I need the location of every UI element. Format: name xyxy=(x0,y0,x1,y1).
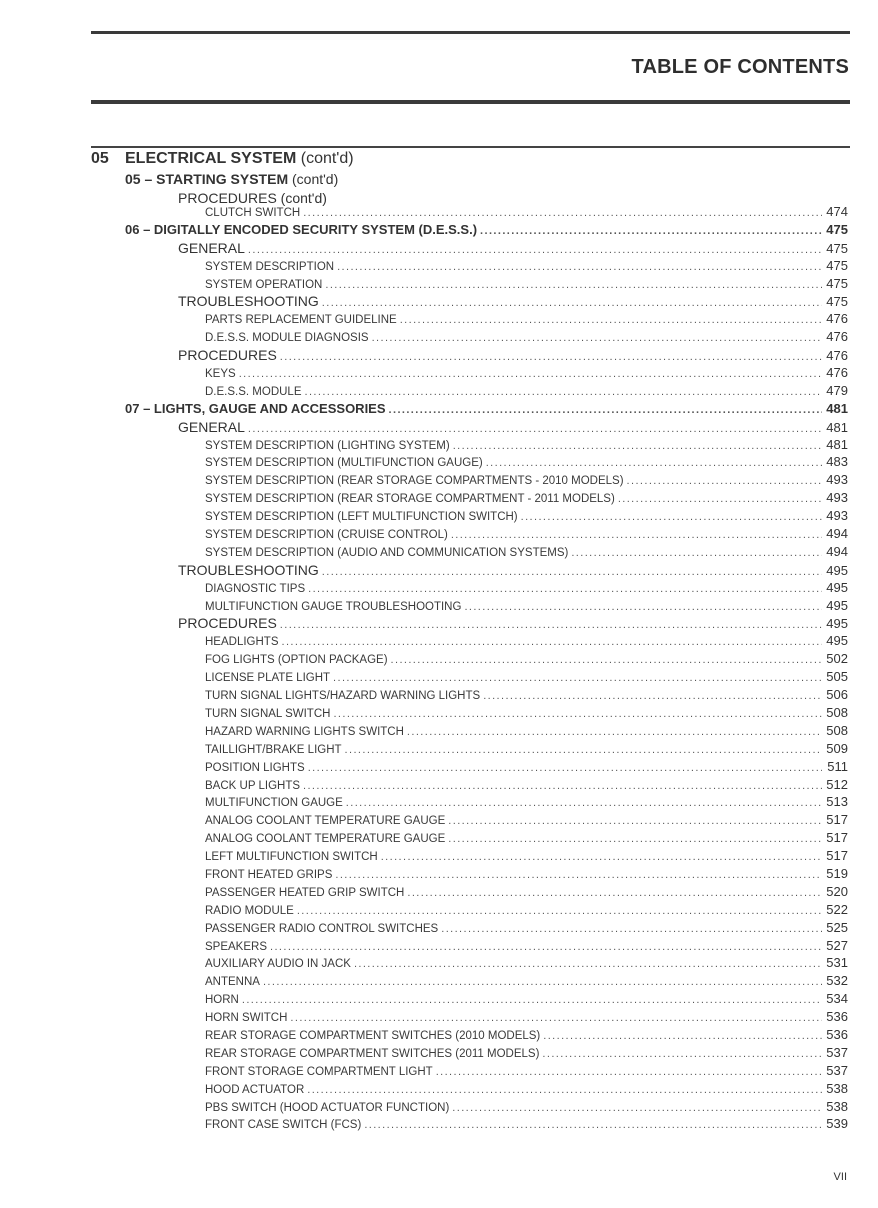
dot-leader xyxy=(331,672,822,684)
toc-entry[interactable] xyxy=(205,866,848,884)
toc-entry-label: GENERAL xyxy=(178,418,245,435)
group-title: PROCEDURES (cont'd) xyxy=(178,190,327,206)
dot-leader xyxy=(540,1048,822,1060)
toc-entry-label: FRONT HEATED GRIPS xyxy=(205,868,333,881)
dot-leader xyxy=(288,1012,822,1024)
dot-leader xyxy=(261,976,822,988)
title-rule xyxy=(91,100,850,104)
dot-leader xyxy=(306,762,822,774)
dot-leader xyxy=(389,654,822,666)
toc-entry-page: 475 xyxy=(826,257,848,273)
dot-leader xyxy=(449,529,822,541)
toc-entry[interactable] xyxy=(205,276,848,294)
dot-leader xyxy=(446,815,822,827)
dot-leader xyxy=(519,511,822,523)
toc-entry[interactable] xyxy=(205,544,848,562)
toc-entry[interactable] xyxy=(205,812,848,830)
dot-leader xyxy=(305,1084,822,1096)
toc-entry[interactable] xyxy=(205,920,848,938)
toc-entry[interactable] xyxy=(205,580,848,598)
toc-entry-label: SYSTEM DESCRIPTION (AUDIO AND COMMUNICATION SYSTEMS) xyxy=(205,546,569,559)
toc-entry[interactable] xyxy=(205,437,848,455)
dot-leader xyxy=(303,386,823,398)
section-title xyxy=(125,150,354,168)
toc-entry-page: 481 xyxy=(826,436,848,452)
toc-entry-page: 483 xyxy=(826,454,848,470)
toc-entry-page: 527 xyxy=(826,937,848,953)
toc-entry-page: 481 xyxy=(826,400,848,416)
page-number: VII xyxy=(833,1171,847,1183)
toc-entry[interactable] xyxy=(205,1045,848,1063)
dot-leader xyxy=(306,583,822,595)
toc-entry-page: 505 xyxy=(826,669,848,685)
toc-entry-label: ANALOG COOLANT TEMPERATURE GAUGE xyxy=(205,815,446,828)
toc-entry-page: 495 xyxy=(826,597,848,613)
toc-entry-page: 493 xyxy=(826,490,848,506)
dot-leader xyxy=(323,279,822,291)
dot-leader xyxy=(405,726,822,738)
toc-entry-page: 517 xyxy=(826,812,848,828)
dot-leader xyxy=(446,833,822,845)
toc-entry[interactable] xyxy=(205,705,848,723)
toc-entry-label: SYSTEM OPERATION xyxy=(205,278,323,291)
dot-leader xyxy=(278,351,822,363)
toc-entry[interactable] xyxy=(205,884,848,902)
dot-leader xyxy=(335,261,822,273)
toc-entry[interactable] xyxy=(205,258,848,276)
toc-entry-label: PROCEDURES xyxy=(178,347,277,364)
toc-entry-label: SYSTEM DESCRIPTION (MULTIFUNCTION GAUGE) xyxy=(205,457,483,470)
toc-entry-page: 476 xyxy=(826,311,848,327)
toc-entry-page: 517 xyxy=(826,848,848,864)
toc-entry[interactable] xyxy=(205,1009,848,1027)
toc-entry-page: 537 xyxy=(826,1044,848,1060)
toc-entry[interactable] xyxy=(205,741,848,759)
dot-leader xyxy=(246,244,822,256)
toc-entry-label: PARTS REPLACEMENT GUIDELINE xyxy=(205,314,397,327)
toc-entry[interactable] xyxy=(178,293,848,311)
toc-entry-label: PASSENGER RADIO CONTROL SWITCHES xyxy=(205,922,439,935)
toc-entry-page: 495 xyxy=(826,616,848,632)
dot-leader xyxy=(569,547,822,559)
subsection-title-suffix: (cont'd) xyxy=(292,171,339,187)
toc-entry-label: CLUTCH SWITCH xyxy=(205,207,301,219)
dot-leader xyxy=(625,475,822,487)
toc-entry-label: AUXILIARY AUDIO IN JACK xyxy=(205,958,351,971)
toc-entry-label: SYSTEM DESCRIPTION (REAR STORAGE COMPARTMENTS - 2010 MODELS) xyxy=(205,475,624,488)
toc-entry-label: SYSTEM DESCRIPTION (CRUISE CONTROL) xyxy=(205,529,448,542)
dot-leader xyxy=(616,493,822,505)
dot-leader xyxy=(343,744,822,756)
toc-entry-label: TURN SIGNAL LIGHTS/HAZARD WARNING LIGHTS xyxy=(205,690,481,703)
dot-leader xyxy=(295,905,822,917)
toc-entry-page: 532 xyxy=(826,973,848,989)
toc-entry-label: PROCEDURES xyxy=(178,615,277,632)
dot-leader xyxy=(398,314,822,326)
toc-entry-label: PBS SWITCH (HOOD ACTUATOR FUNCTION) xyxy=(205,1101,450,1114)
dot-leader xyxy=(462,601,822,613)
toc-entry-label: LICENSE PLATE LIGHT xyxy=(205,672,331,685)
toc-entry-label: TROUBLESHOOTING xyxy=(178,293,319,310)
toc-entry-label: SYSTEM DESCRIPTION (REAR STORAGE COMPARTMENT - 2011 MODELS) xyxy=(205,493,615,506)
dot-leader xyxy=(405,887,822,899)
toc-entry-page: 511 xyxy=(827,758,848,774)
section-title-text: ELECTRICAL SYSTEM xyxy=(125,150,297,167)
toc-entry-label: HOOD ACTUATOR xyxy=(205,1083,305,1096)
toc-entry-label: SYSTEM DESCRIPTION (LEFT MULTIFUNCTION SWITCH) xyxy=(205,511,518,524)
dot-leader xyxy=(434,1066,822,1078)
toc-entry[interactable] xyxy=(205,848,848,866)
toc-entry-label: HORN xyxy=(205,994,239,1007)
toc-entry[interactable] xyxy=(205,454,848,472)
toc-entry-page: 537 xyxy=(826,1062,848,1078)
toc-entry[interactable] xyxy=(178,419,848,437)
toc-entry[interactable] xyxy=(125,401,848,419)
dot-leader xyxy=(450,1102,822,1114)
toc-entry[interactable] xyxy=(205,1027,848,1045)
toc-entry-label: FRONT CASE SWITCH (FCS) xyxy=(205,1119,362,1132)
dot-leader xyxy=(362,1119,822,1131)
toc-entry-page: 493 xyxy=(826,508,848,524)
toc-entry-label: 06 – DIGITALLY ENCODED SECURITY SYSTEM (D.E.S.S.) xyxy=(125,221,478,237)
toc-entry-page: 512 xyxy=(826,776,848,792)
toc-entry[interactable] xyxy=(205,365,848,383)
toc-entry[interactable] xyxy=(205,973,848,991)
toc-entry-label: TAILLIGHT/BRAKE LIGHT xyxy=(205,743,342,756)
toc-entry-page: 536 xyxy=(826,1026,848,1042)
dot-leader xyxy=(352,958,822,970)
toc-entry[interactable] xyxy=(205,938,848,956)
toc-entry-page: 525 xyxy=(826,919,848,935)
toc-entry-page: 538 xyxy=(826,1080,848,1096)
toc-entry-label: HORN SWITCH xyxy=(205,1012,288,1025)
dot-leader xyxy=(379,851,822,863)
dot-leader xyxy=(280,636,823,648)
dot-leader xyxy=(439,923,822,935)
toc-entry[interactable] xyxy=(205,902,848,920)
toc-entry-label: FOG LIGHTS (OPTION PACKAGE) xyxy=(205,654,388,667)
toc-entry-page: 494 xyxy=(826,543,848,559)
toc-entry[interactable] xyxy=(205,830,848,848)
toc-entry-label: REAR STORAGE COMPARTMENT SWITCHES (2011 MODELS) xyxy=(205,1047,540,1060)
toc-entry-page: 538 xyxy=(826,1098,848,1114)
top-rule xyxy=(91,31,850,34)
section-rule xyxy=(91,146,850,148)
dot-leader xyxy=(246,423,822,435)
toc-entry-page: 508 xyxy=(826,722,848,738)
toc-entry-page: 531 xyxy=(826,955,848,971)
toc-entry-page: 517 xyxy=(826,830,848,846)
subsection-title-text: 05 – STARTING SYSTEM xyxy=(125,171,289,187)
toc-entry[interactable] xyxy=(205,1116,848,1134)
toc-entry[interactable] xyxy=(205,991,848,1009)
toc-entry[interactable] xyxy=(205,508,848,526)
toc-entry-label: 07 – LIGHTS, GAUGE AND ACCESSORIES xyxy=(125,400,386,416)
dot-leader xyxy=(481,690,822,702)
toc-entry-page: 502 xyxy=(826,651,848,667)
dot-leader xyxy=(301,780,822,792)
toc-entry-page: 520 xyxy=(826,883,848,899)
toc-entry-page: 509 xyxy=(826,740,848,756)
dot-leader xyxy=(331,708,822,720)
toc-entry[interactable] xyxy=(205,490,848,508)
section-title-suffix: (cont'd) xyxy=(300,150,354,167)
toc-entry-page: 475 xyxy=(826,275,848,291)
toc-entry-label: RADIO MODULE xyxy=(205,904,294,917)
toc-entry[interactable] xyxy=(205,687,848,705)
toc-entry[interactable] xyxy=(205,598,848,616)
toc-entry-page: 522 xyxy=(826,901,848,917)
toc-entry-page: 475 xyxy=(826,294,848,310)
section-number: 05 xyxy=(91,150,109,167)
subsection-title xyxy=(125,171,338,187)
dot-leader xyxy=(333,869,822,881)
dot-leader xyxy=(320,566,822,578)
toc-entry-page: 476 xyxy=(826,348,848,364)
toc-entry-page: 495 xyxy=(826,579,848,595)
dot-leader xyxy=(541,1030,822,1042)
toc-entry-label: D.E.S.S. MODULE xyxy=(205,385,302,398)
toc-entry-label: FRONT STORAGE COMPARTMENT LIGHT xyxy=(205,1065,433,1078)
toc-entry-page: 539 xyxy=(826,1116,848,1132)
toc-entry-page: 534 xyxy=(826,991,848,1007)
toc-entry-page: 475 xyxy=(826,240,848,256)
toc-entry[interactable] xyxy=(205,1063,848,1081)
toc-entry[interactable] xyxy=(205,794,848,812)
toc-entry-page: 495 xyxy=(826,562,848,578)
toc-entry[interactable] xyxy=(205,723,848,741)
toc-entry-page: 475 xyxy=(826,221,848,237)
toc-entry-label: MULTIFUNCTION GAUGE TROUBLESHOOTING xyxy=(205,600,462,613)
dot-leader xyxy=(237,368,822,380)
toc-entry-page: 519 xyxy=(826,865,848,881)
toc-entry-label: BACK UP LIGHTS xyxy=(205,779,301,792)
dot-leader xyxy=(278,619,822,631)
toc-entry[interactable] xyxy=(205,204,848,222)
toc-entry-page: 508 xyxy=(826,704,848,720)
dot-leader xyxy=(478,225,822,237)
toc-entry-label: GENERAL xyxy=(178,239,245,256)
toc-entry[interactable] xyxy=(205,472,848,490)
toc-entry[interactable] xyxy=(205,651,848,669)
toc-entry-label: TURN SIGNAL SWITCH xyxy=(205,707,331,720)
toc-entry-page: 513 xyxy=(826,794,848,810)
toc-entry[interactable] xyxy=(205,633,848,651)
dot-leader xyxy=(451,440,822,452)
dot-leader xyxy=(370,332,822,344)
toc-entry-label: SYSTEM DESCRIPTION xyxy=(205,260,335,273)
toc-entry-page: 476 xyxy=(826,365,848,381)
dot-leader xyxy=(301,207,822,219)
dot-leader xyxy=(240,994,822,1006)
toc-entry-page: 481 xyxy=(826,419,848,435)
toc-entry-label: POSITION LIGHTS xyxy=(205,761,305,774)
toc-entry-label: DIAGNOSTIC TIPS xyxy=(205,582,306,595)
toc-entry[interactable] xyxy=(205,311,848,329)
toc-entry[interactable] xyxy=(205,1081,848,1099)
toc-entry-page: 493 xyxy=(826,472,848,488)
toc-entry-label: D.E.S.S. MODULE DIAGNOSIS xyxy=(205,332,369,345)
toc-entry-page: 506 xyxy=(826,687,848,703)
toc-entry-page: 536 xyxy=(826,1009,848,1025)
toc-entry-label: HAZARD WARNING LIGHTS SWITCH xyxy=(205,725,404,738)
toc-entry-label: SYSTEM DESCRIPTION (LIGHTING SYSTEM) xyxy=(205,439,450,452)
dot-leader xyxy=(268,941,822,953)
dot-leader xyxy=(320,297,822,309)
toc-entry-label: ANTENNA xyxy=(205,976,260,989)
toc-entry-page: 476 xyxy=(826,329,848,345)
toc-entry[interactable] xyxy=(178,562,848,580)
toc-entry-label: PASSENGER HEATED GRIP SWITCH xyxy=(205,886,405,899)
toc-entry-label: LEFT MULTIFUNCTION SWITCH xyxy=(205,851,378,864)
toc-entry[interactable] xyxy=(205,329,848,347)
dot-leader xyxy=(344,797,822,809)
dot-leader xyxy=(484,457,822,469)
toc-entry-page: 479 xyxy=(826,382,848,398)
toc-entry-label: ANALOG COOLANT TEMPERATURE GAUGE xyxy=(205,833,446,846)
toc-entry-label: MULTIFUNCTION GAUGE xyxy=(205,797,343,810)
toc-entry[interactable] xyxy=(205,777,848,795)
toc-entry-label: TROUBLESHOOTING xyxy=(178,561,319,578)
toc-entry-page: 495 xyxy=(826,633,848,649)
toc-entry[interactable] xyxy=(205,955,848,973)
toc-entry[interactable] xyxy=(178,347,848,365)
toc-entry-label: KEYS xyxy=(205,368,236,381)
toc-entry[interactable] xyxy=(125,222,848,240)
toc-entry[interactable] xyxy=(205,1099,848,1117)
dot-leader xyxy=(387,404,822,416)
toc-entry[interactable] xyxy=(205,526,848,544)
toc-entry-label: REAR STORAGE COMPARTMENT SWITCHES (2010 MODELS) xyxy=(205,1029,541,1042)
page-title: TABLE OF CONTENTS xyxy=(631,56,849,78)
toc-list xyxy=(0,204,878,1134)
toc-entry-page: 494 xyxy=(826,526,848,542)
toc-entry[interactable] xyxy=(205,759,848,777)
toc-entry-page: 474 xyxy=(826,204,848,219)
toc-entry[interactable] xyxy=(205,669,848,687)
toc-entry[interactable] xyxy=(205,383,848,401)
toc-entry[interactable] xyxy=(178,240,848,258)
toc-entry[interactable] xyxy=(178,615,848,633)
toc-entry-label: HEADLIGHTS xyxy=(205,636,279,649)
toc-entry-label: SPEAKERS xyxy=(205,940,267,953)
